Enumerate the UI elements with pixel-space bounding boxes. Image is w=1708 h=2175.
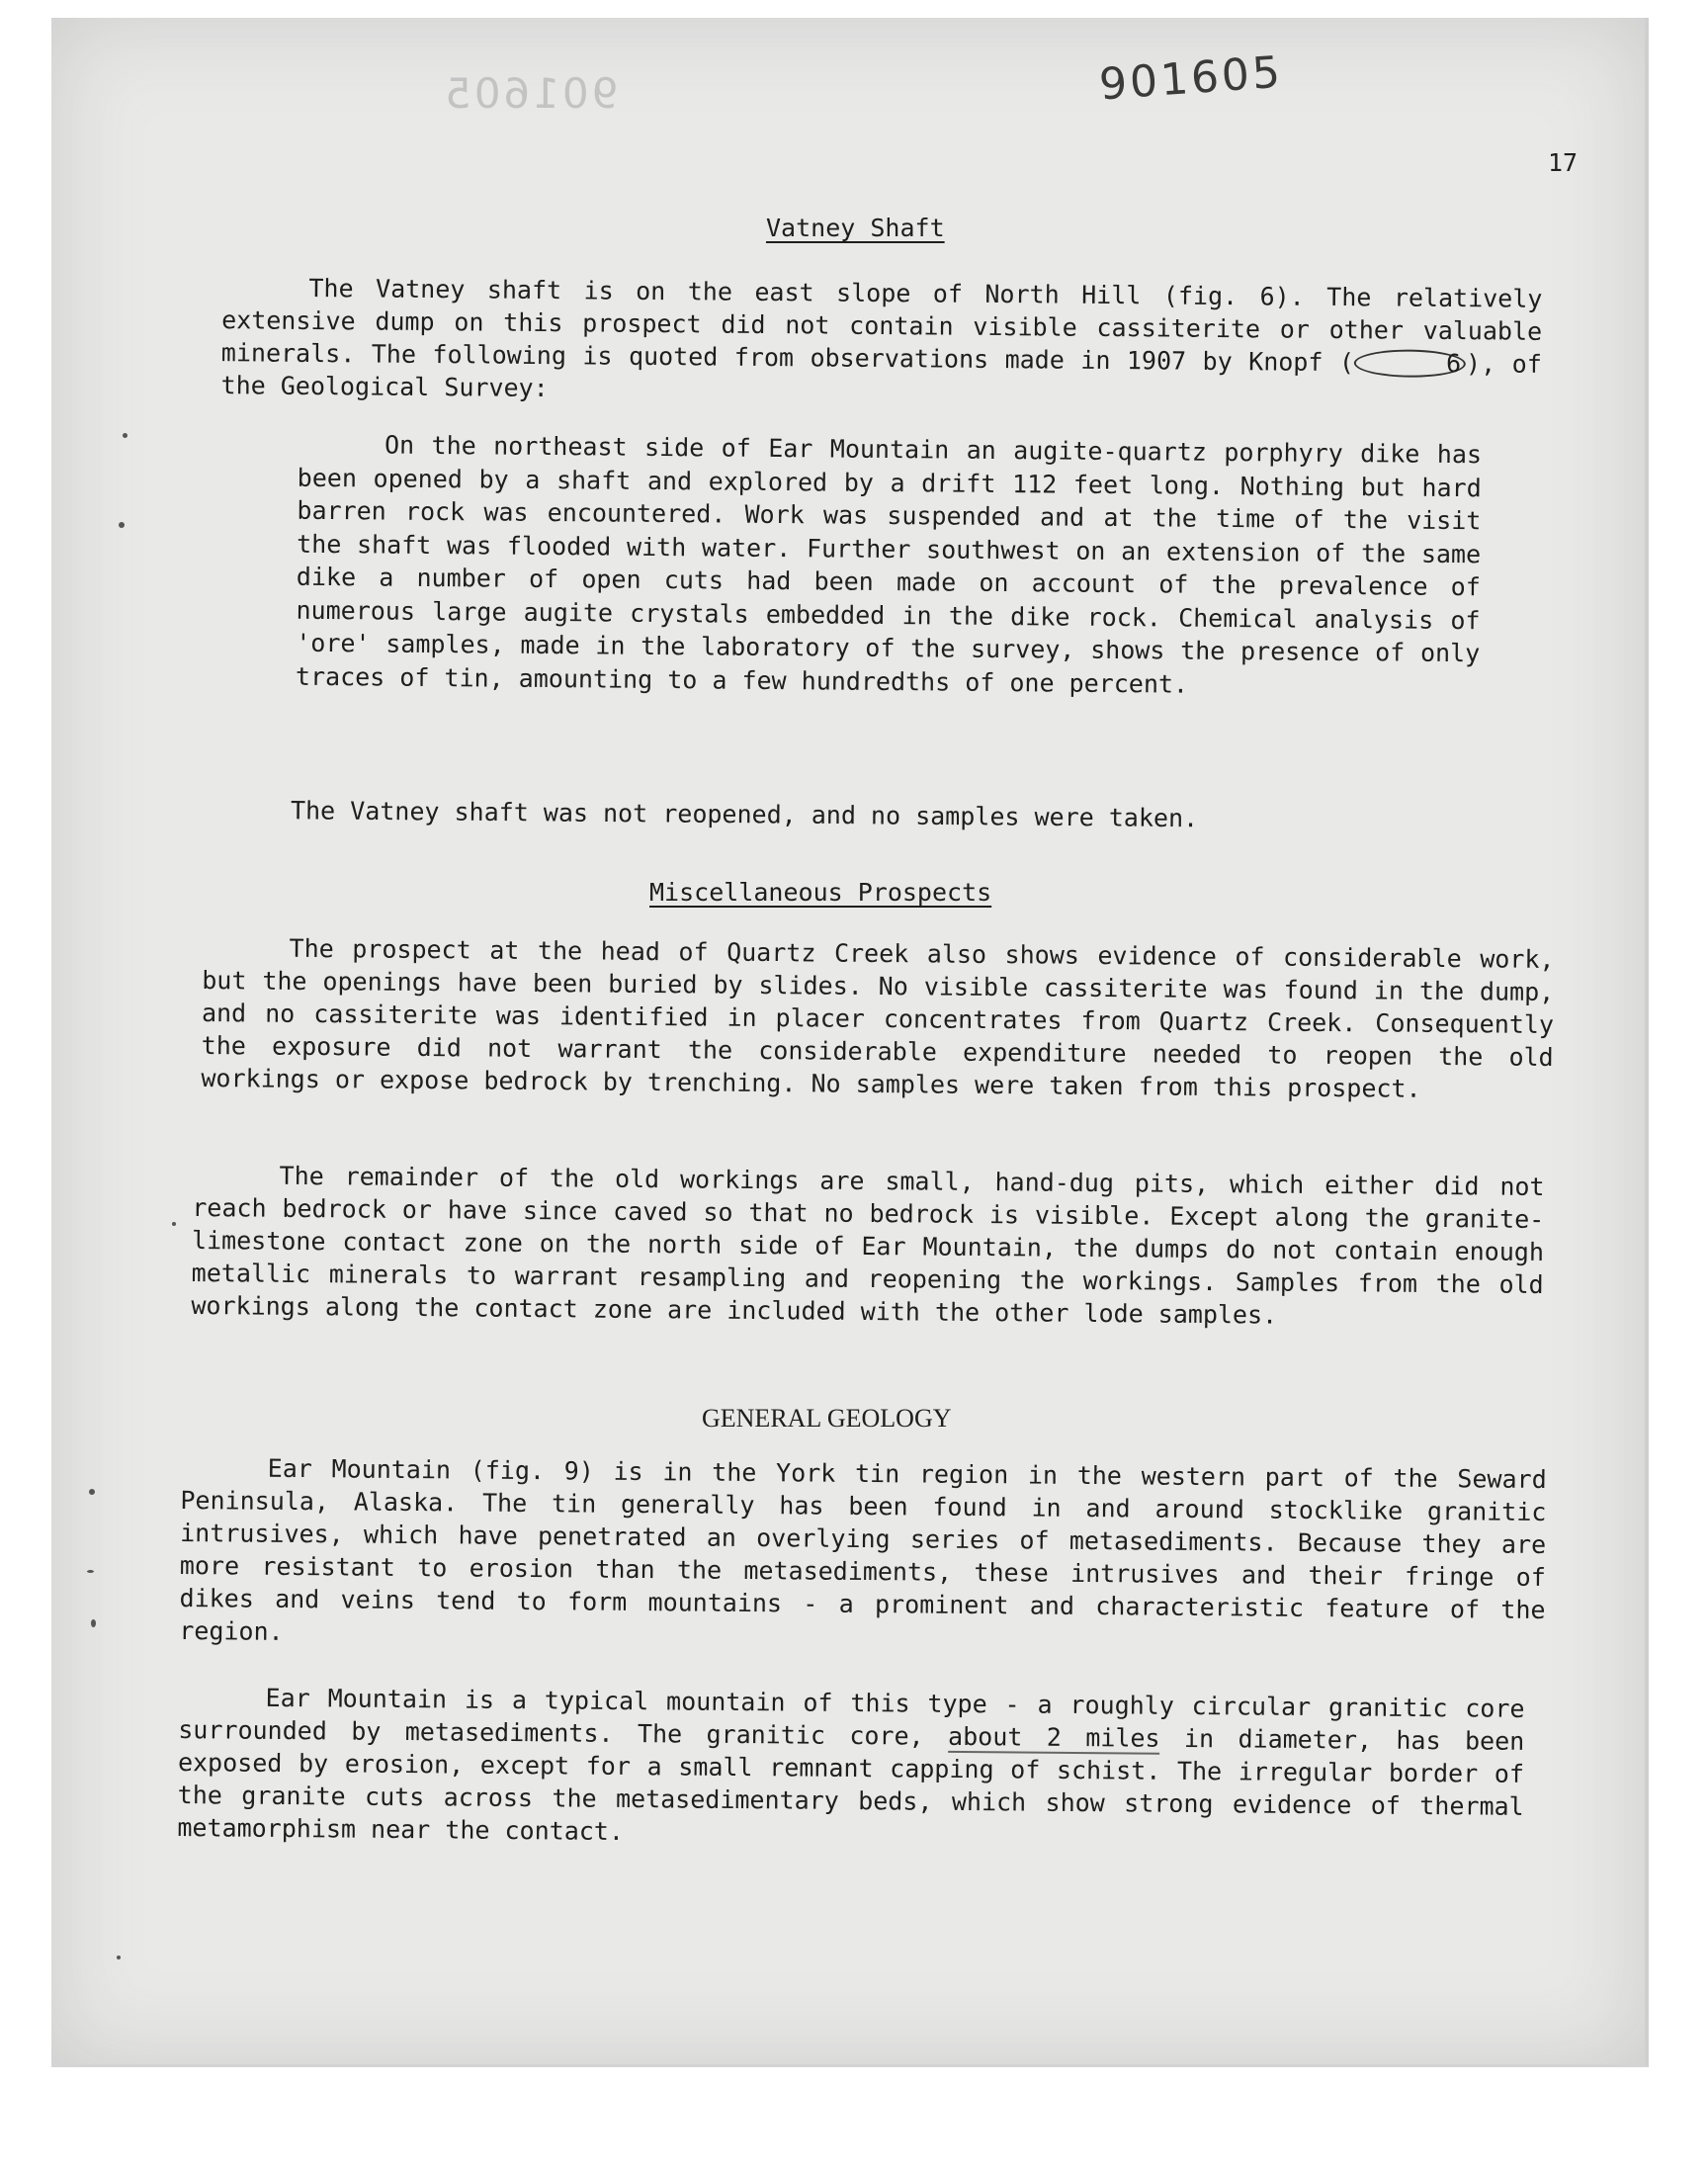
paragraph-ear-mountain-core [177, 1681, 1524, 1856]
heading-vatney-shaft: Vatney Shaft [766, 214, 945, 242]
reference-number: 6 [1354, 349, 1466, 378]
bleed-through-stamp: 901605 [442, 69, 619, 118]
heading-miscellaneous-prospects: Miscellaneous Prospects [649, 878, 992, 907]
document-page [51, 18, 1649, 2067]
block-quote-knopf: On the northeast side of Ear Mountain an augite-quartz porphyry dike has been opened by a shaft and explored by a drift 112 feet long. Nothing but hard barren rock was encountered. Work was suspended and at the time of the visit the shaft was flooded with water. Further southwest on an extension of the same dike a number of open cuts had been made on account of the prevalence of numerous large augite crystals embedded in the dike rock. Chemical analysis of 'ore' samples, made in the laboratory of the survey, shows the presence of only traces of tin, amounting to a few hundredths of one percent. [295, 430, 1483, 699]
underlined-phrase: about 2 miles [947, 1721, 1160, 1753]
margin-speck [87, 1570, 94, 1573]
paragraph-text: The Vatney shaft is on the east slope of North Hill (fig. 6). The relatively extensive dump on this prospect did not contain visible cassiterite or other valuable minerals. The following is quoted from observations made in 1907 by Knopf [220, 273, 1543, 378]
margin-speck [172, 1222, 176, 1226]
paragraph-quartz-creek: The prospect at the head of Quartz Creek also shows evidence of considerable work, but the openings have been buried by slides. No visible cassiterite was found in the dump, and no cassiterite was identified in placer concentrates from Quartz Creek. Consequently the exposure did not warrant the considerable expenditure needed to reopen the old workings or expose bedrock by trenching. No samples were taken from this prospect. [201, 933, 1555, 1103]
document-number-stamp: 901605 [1097, 46, 1285, 111]
margin-speck [89, 1489, 95, 1495]
page-number: 17 [1548, 148, 1579, 177]
heading-general-geology: GENERAL GEOLOGY [702, 1404, 952, 1433]
paragraph-vatney-intro: The Vatney shaft is on the east slope of North Hill (fig. 6). The relatively extensive dump on this prospect did not contain visible cassiterite or other valuable minerals. The following is quoted from observations made in 1907 by Knopf ( 6 ), of the Geological Survey: [220, 273, 1543, 403]
paragraph-text: Ear Mountain is a typical mountain of this type - a roughly circular granitic core surrounded by metasediments. The granitic core, [178, 1683, 1525, 1751]
paragraph-ear-mountain-region: Ear Mountain (fig. 9) is in the York tin region in the western part of the Seward Peninsula, Alaska. The tin generally has been found in and around stocklike granitic intrusives, which have penetrated an overlying series of metasediments. Because they are more resistant to erosion than the metasediments, these intrusives and their fringe of dikes and veins tend to form mountains - a prominent and characteristic feature of the region. [179, 1453, 1547, 1646]
margin-speck [123, 433, 128, 438]
margin-speck [117, 1956, 121, 1959]
paragraph-text: in diameter, has been exposed by erosion, except for a small remnant capping of schist. The irregular border of the granite cuts across the metasedimentary beds, which show strong evidence of thermal metamorphism near the contact. [177, 1723, 1525, 1846]
paragraph-old-workings: The remainder of the old workings are small, hand-dug pits, which either did not reach bedrock or have since caved so that no bedrock is visible. Except along the granite-limestone contact zone on the north side of Ear Mountain, the dumps do not contain enough metallic minerals to warrant resampling and reopening the workings. Samples from the old workings along the contact zone are included with the other lode samples. [191, 1161, 1545, 1330]
margin-speck [119, 522, 125, 528]
paragraph-text: , of the Geological Survey: [220, 349, 1542, 403]
margin-speck [91, 1619, 96, 1627]
paragraph-vatney-conclusion: The Vatney shaft was not reopened, and no samples were taken. [290, 796, 1199, 833]
